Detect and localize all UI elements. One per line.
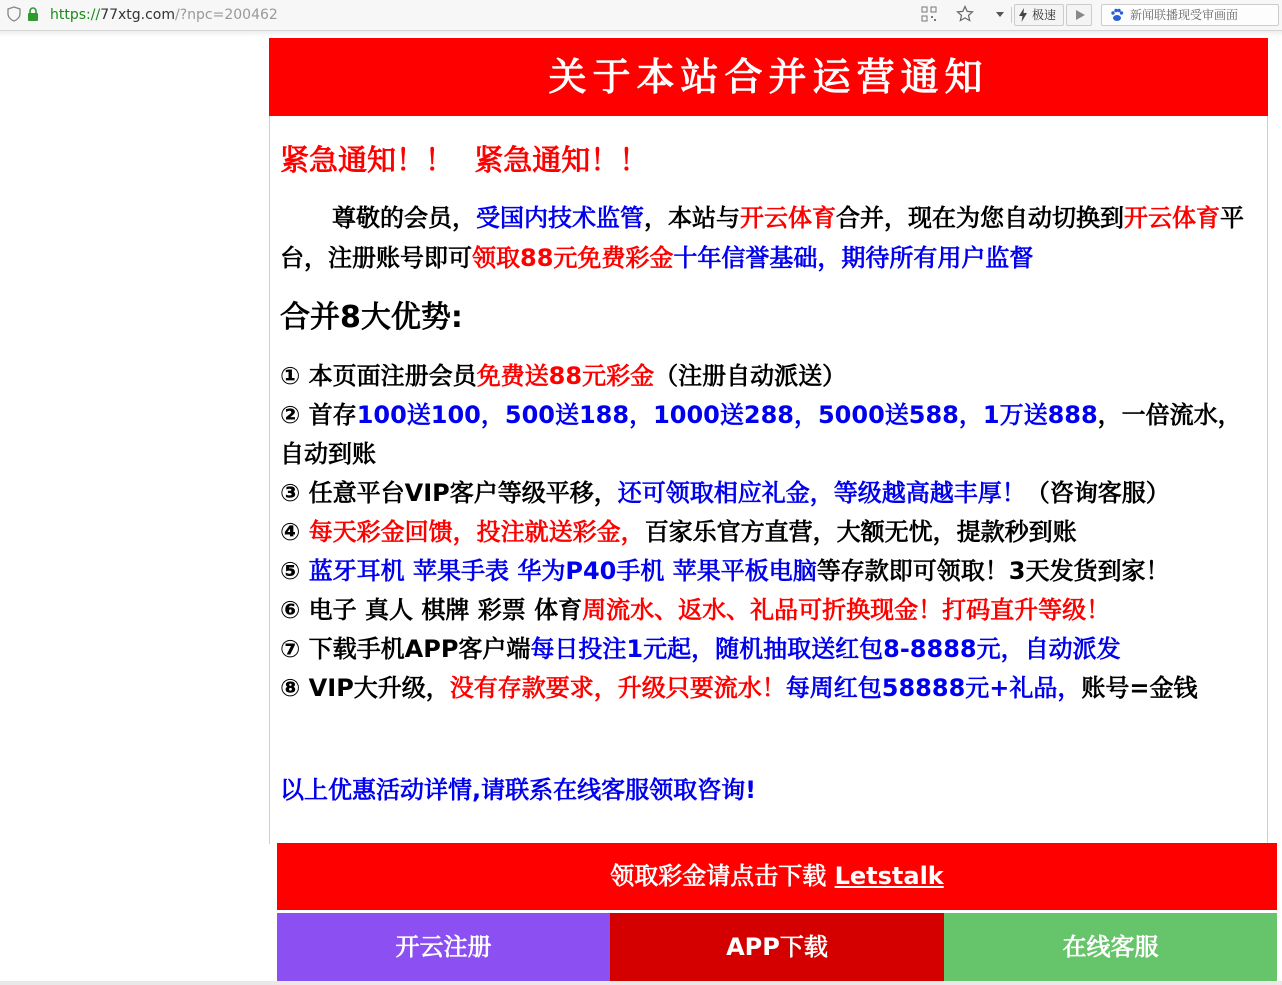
lock-icon[interactable] bbox=[25, 6, 41, 22]
item-number: ⑥ bbox=[280, 596, 301, 624]
register-button[interactable]: 开云注册 bbox=[277, 913, 610, 981]
item-number: ⑤ bbox=[280, 557, 301, 585]
item-text bbox=[300, 557, 308, 585]
intro-text: 受国内技术监管 bbox=[476, 204, 644, 232]
item-text: VIP大升级， bbox=[300, 674, 450, 702]
item-text: 百家乐官方直营，大额无忧，提款秒到账 bbox=[644, 518, 1077, 546]
item-text: 电子 真人 棋牌 彩票 体育 bbox=[300, 596, 583, 624]
list-item bbox=[280, 513, 1255, 552]
search-box[interactable] bbox=[1101, 4, 1279, 26]
item-number: ⑧ bbox=[280, 674, 301, 702]
download-link[interactable]: Letstalk bbox=[834, 862, 944, 890]
download-text: 领取彩金请点击下载 bbox=[610, 862, 835, 890]
window-bottom-edge bbox=[0, 981, 1282, 985]
item-number: ⑦ bbox=[280, 635, 301, 663]
item-number: ④ bbox=[280, 518, 301, 546]
item-highlight: 周流水、返水、礼品可折换现金！打码直升等级！ bbox=[582, 596, 1111, 624]
chevron-down-icon[interactable] bbox=[992, 6, 1008, 22]
item-text bbox=[300, 518, 308, 546]
item-text: ，一倍流水，自动到账 bbox=[280, 401, 1242, 468]
item-highlight: 还可领取相应礼金，等级越高越丰厚！ bbox=[617, 479, 1026, 507]
url-scheme: https:// bbox=[50, 7, 101, 23]
item-highlight: 每周红包58888元+礼品， bbox=[785, 674, 1082, 702]
item-text: 本页面注册会员 bbox=[300, 362, 477, 390]
item-highlight: 100送100，500送188，1000送288，5000送588，1万送888 bbox=[356, 401, 1098, 429]
list-item bbox=[280, 357, 1255, 396]
list-item bbox=[280, 396, 1255, 474]
urgent-notice: 紧急通知！！ 紧急通知！！ bbox=[280, 143, 649, 177]
play-icon bbox=[1074, 9, 1086, 21]
list-item bbox=[280, 474, 1255, 513]
download-bar[interactable] bbox=[277, 843, 1277, 910]
search-text: 新闻联播现受审画面 bbox=[1130, 8, 1239, 22]
url-field[interactable] bbox=[50, 6, 278, 24]
advantages-title: 合并8大优势: bbox=[280, 300, 463, 335]
advantages-list bbox=[280, 357, 1255, 708]
address-bar bbox=[0, 0, 1282, 31]
lightning-icon bbox=[1018, 8, 1028, 22]
speed-mode-button[interactable] bbox=[1014, 4, 1064, 26]
intro-text: 平台，注册账号即可 bbox=[280, 204, 1244, 272]
app-download-button[interactable]: APP下载 bbox=[610, 913, 944, 981]
play-button[interactable] bbox=[1066, 4, 1092, 26]
item-text: 等存款即可领取！3天发货到家！ bbox=[816, 557, 1170, 585]
baidu-paw-icon bbox=[1110, 8, 1124, 22]
item-highlight: 没有存款要求，升级只要流水！ bbox=[449, 674, 786, 702]
toolbar-shadow bbox=[0, 31, 1282, 37]
list-item bbox=[280, 630, 1255, 669]
item-highlight: 每天彩金回馈，投注就送彩金， bbox=[308, 518, 645, 546]
list-item bbox=[280, 591, 1255, 630]
url-path: /?npc=200462 bbox=[175, 7, 278, 23]
item-number: ② bbox=[280, 401, 301, 429]
item-highlight: 蓝牙耳机 苹果手表 华为P40手机 苹果平板电脑 bbox=[308, 557, 817, 585]
intro-text: 开云体育 bbox=[1124, 204, 1220, 232]
intro-text: 合并，现在为您自动切换到 bbox=[836, 204, 1124, 232]
intro-text: 领取88元免费彩金 bbox=[472, 244, 674, 272]
item-text: （咨询客服） bbox=[1025, 479, 1170, 507]
item-highlight: 每日投注1元起，随机抽取送红包8-8888元，自动派发 bbox=[530, 635, 1121, 663]
item-highlight: 免费送88元彩金 bbox=[476, 362, 655, 390]
qrcode-icon[interactable] bbox=[921, 6, 937, 22]
item-number: ③ bbox=[280, 479, 301, 507]
item-text: （注册自动派送） bbox=[654, 362, 847, 390]
star-icon[interactable] bbox=[956, 5, 974, 23]
intro-paragraph bbox=[280, 198, 1255, 278]
page-title: 关于本站合并运营通知 bbox=[269, 38, 1268, 116]
intro-text: 开云体育 bbox=[740, 204, 836, 232]
customer-service-button[interactable]: 在线客服 bbox=[944, 913, 1277, 981]
shield-icon[interactable] bbox=[6, 6, 22, 22]
speed-mode-label: 极速 bbox=[1032, 8, 1057, 22]
item-text: 账号=金钱 bbox=[1081, 674, 1198, 702]
intro-text: 尊敬的会员， bbox=[332, 204, 476, 232]
item-number: ① bbox=[280, 362, 301, 390]
divider bbox=[1011, 7, 1012, 23]
url-host: 77xtg.com bbox=[100, 7, 176, 23]
intro-text: 十年信誉基础，期待所有用户监督 bbox=[673, 244, 1034, 272]
item-text: 任意平台VIP客户等级平移， bbox=[300, 479, 618, 507]
list-item bbox=[280, 669, 1255, 708]
item-text: 下载手机APP客户端 bbox=[300, 635, 531, 663]
list-item bbox=[280, 552, 1255, 591]
intro-text: ，本站与 bbox=[644, 204, 740, 232]
footer-note: 以上优惠活动详情,请联系在线客服领取咨询! bbox=[280, 776, 757, 804]
item-text: 首存 bbox=[300, 401, 357, 429]
